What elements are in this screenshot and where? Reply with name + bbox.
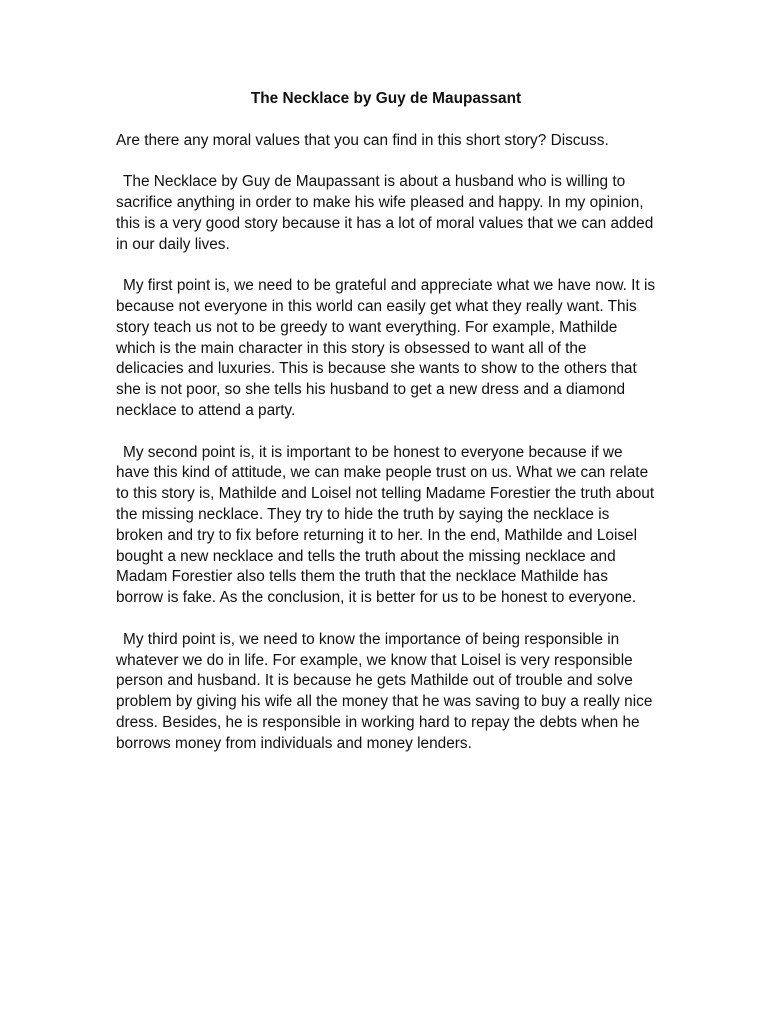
paragraph-intro: The Necklace by Guy de Maupassant is about a husband who is willing to sacrifice anything in order to make his wife pleased and happy. In my opinion, this is a very good story because it has a lot of moral values that we can added in our daily lives. xyxy=(116,173,654,253)
paragraph-first-point: My first point is, we need to be grateful and appreciate what we have now. It is because not everyone in this world can easily get what they really want. This story teach us not to be greedy to want everything. For example, Mathilde which is the main character in this story is obsessed to want all of the delicacies and luxuries. This is because she wants to show to the others that she is not poor, so she tells his husband to get a new dress and a diamond necklace to attend a party. xyxy=(116,277,656,419)
paragraph-third-point: My third point is, we need to know the importance of being responsible in whatever we do in life. For example, we know that Loisel is very responsible person and husband. It is because he gets Mathilde out of trouble and solve problem by giving his wife all the money that he was saving to buy a really nice dress. Besides, he is responsible in working hard to repay the debts when he borrows money from individuals and money lenders. xyxy=(116,630,653,752)
paragraph-second-point: My second point is, it is important to be honest to everyone because if we have this kind of attitude, we can make people trust on us. What we can relate to this story is, Mathilde and Loisel not telling Madame Forestier the truth about the missing necklace. They try to hide the truth by saying the necklace is broken and try to fix before returning it to her. In the end, Mathilde and Loisel bought a new necklace and tells the truth about the missing necklace and Madam Forestier also tells them the truth that the necklace Mathilde has borrow is fake. As the conclusion, it is better for us to be honest to everyone. xyxy=(116,443,655,607)
document-title: The Necklace by Guy de Maupassant xyxy=(250,90,522,107)
essay-question: Are there any moral values that you can find in this short story? Discuss. xyxy=(116,131,609,149)
document-body xyxy=(116,89,656,775)
